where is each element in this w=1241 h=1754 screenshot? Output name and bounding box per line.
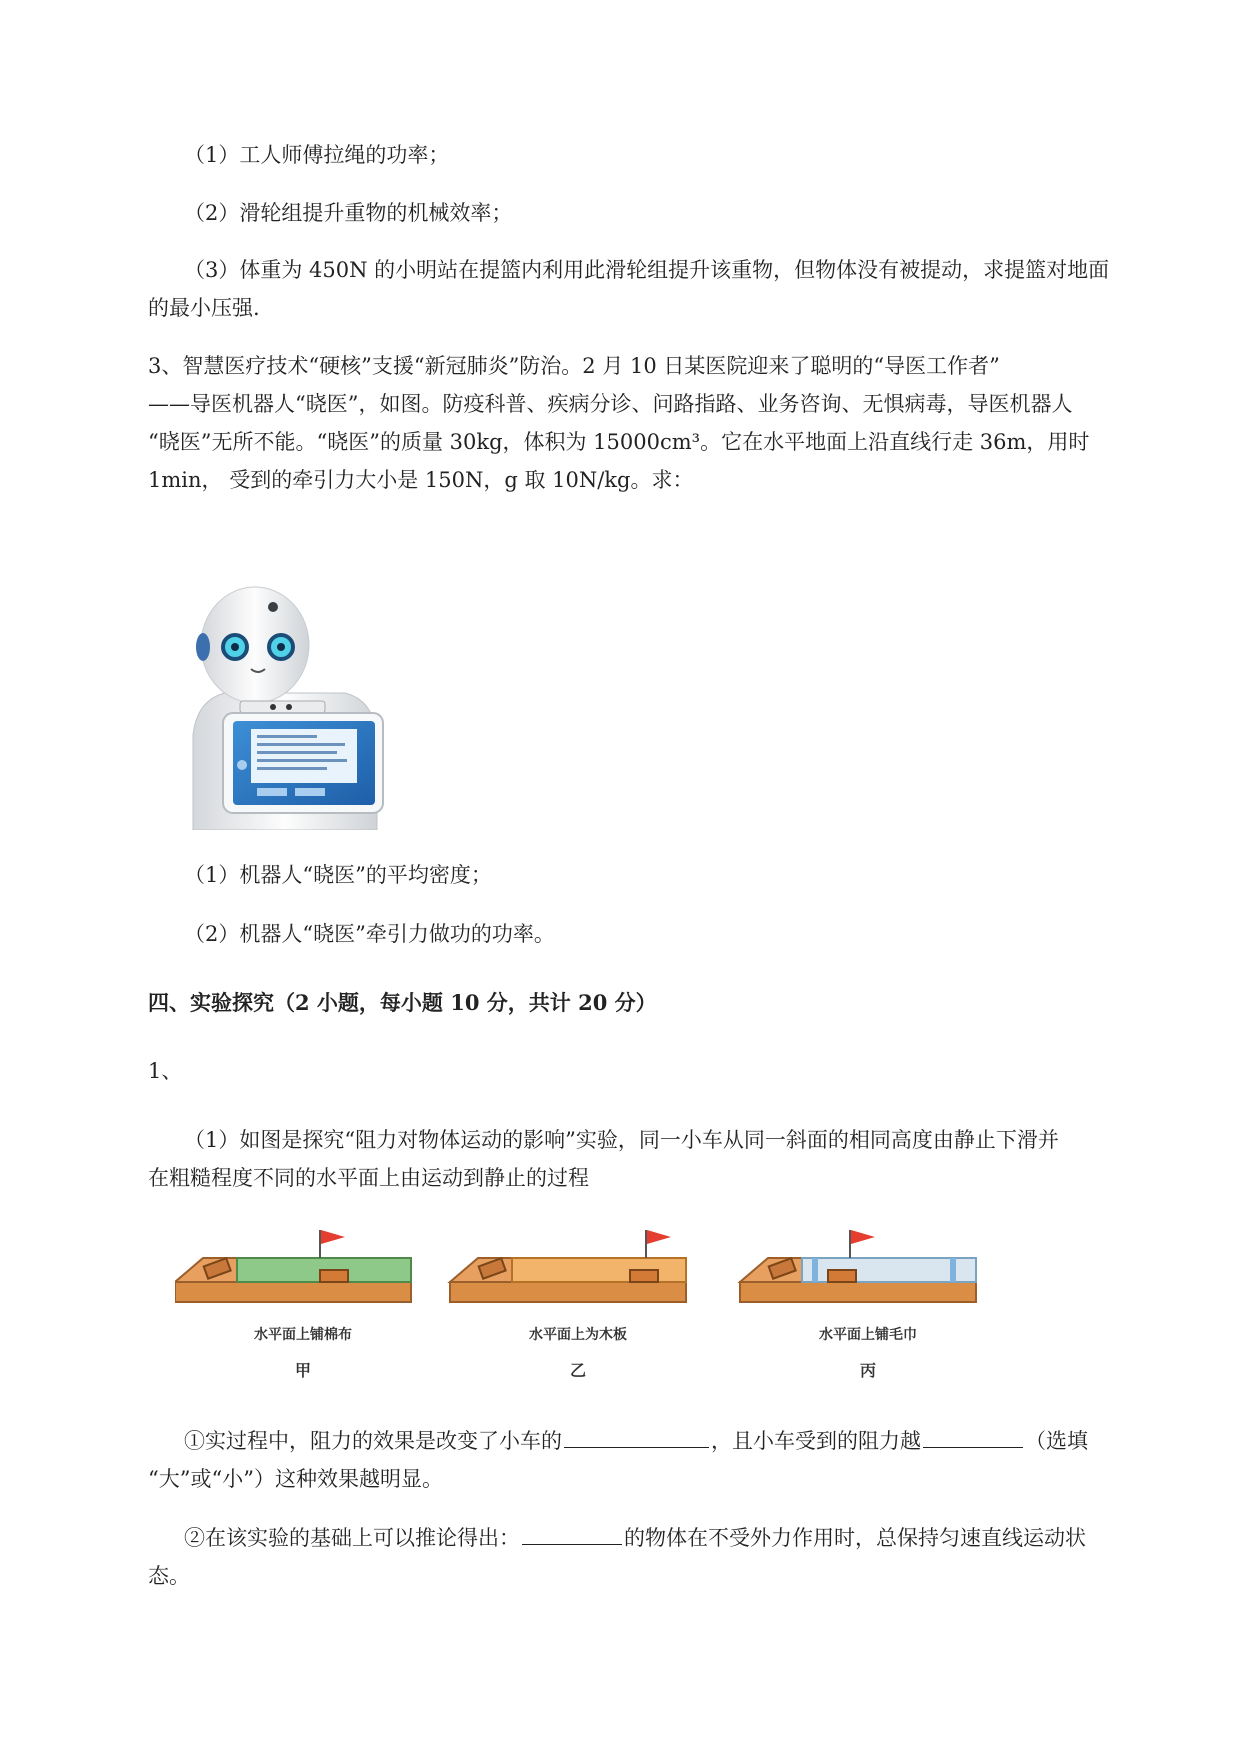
section4-q1-number: 1、 [148, 1059, 183, 1083]
fill-question-2-line2: 态。 [148, 1564, 190, 1588]
panel-caption-jia: 水平面上铺棉布 [254, 1327, 352, 1343]
fill-question-1-line1 [184, 1421, 1194, 1462]
ramp-panel-bing [740, 1230, 976, 1302]
fill1-text-c: （选填 [1025, 1429, 1088, 1453]
robot-figure [185, 585, 385, 830]
q2-sub3-line2: 的最小压强. [148, 296, 260, 320]
answer-blank-3[interactable] [522, 1520, 622, 1545]
experiment-figure [175, 1230, 995, 1320]
panel-caption-yi: 水平面上为木板 [529, 1327, 627, 1343]
q3-line1: 3、智慧医疗技术“硬核”支援“新冠肺炎”防治。2 月 10 日某医院迎来了聪明的“导医工作者” [148, 354, 1000, 378]
panel-label-jia: 甲 [294, 1361, 311, 1380]
answer-blank-2[interactable] [923, 1423, 1023, 1448]
q3-sub2: （2）机器人“晓医”牵引力做功的功率。 [184, 922, 555, 946]
fill2-text-b: 的物体在不受外力作用时，总保持匀速直线运动状 [624, 1526, 1086, 1550]
fill1-text-a: ①实过程中，阻力的效果是改变了小车的 [184, 1429, 562, 1453]
ramp-panel-jia [175, 1230, 411, 1302]
fill2-text-a: ②在该实验的基础上可以推论得出： [184, 1526, 520, 1550]
q3-sub1: （1）机器人“晓医”的平均密度； [184, 863, 492, 887]
fill1-text-b: ，且小车受到的阻力越 [711, 1429, 921, 1453]
ramp-panel-yi [450, 1230, 686, 1302]
q2-sub1: （1）工人师傅拉绳的功率； [184, 143, 450, 167]
panel-caption-bing: 水平面上铺毛巾 [819, 1327, 917, 1343]
panel-label-bing: 丙 [859, 1361, 876, 1380]
answer-blank-1[interactable] [564, 1423, 709, 1448]
q3-line3: “晓医”无所不能。“晓医”的质量 30kg，体积为 15000cm³。它在水平地面上沿直线行走 36m，用时 [148, 430, 1090, 454]
q3-line2: ——导医机器人“晓医”，如图。防疫科普、疾病分诊、问路指路、业务咨询、无惧病毒，导医机器人 [148, 392, 1073, 416]
q2-sub2: （2）滑轮组提升重物的机械效率； [184, 201, 513, 225]
section4-q1-sub1-line2: 在粗糙程度不同的水平面上由运动到静止的过程 [148, 1166, 589, 1190]
fill-question-2-line1 [184, 1518, 1194, 1559]
section4-heading: 四、实验探究（2 小题，每小题 10 分，共计 20 分） [148, 990, 657, 1015]
q2-sub3-line1: （3）体重为 450N 的小明站在提篮内利用此滑轮组提升该重物，但物体没有被提动，求提篮对地面 [184, 258, 1110, 282]
section4-q1-sub1-line1: （1）如图是探究“阻力对物体运动的影响”实验，同一小车从同一斜面的相同高度由静止下滑并 [184, 1128, 1059, 1152]
fill-question-1-line2: “大”或“小”）这种效果越明显。 [148, 1467, 443, 1491]
q3-line4: 1min， 受到的牵引力大小是 150N，g 取 10N/kg。求： [148, 468, 694, 492]
panel-label-yi: 乙 [569, 1361, 586, 1380]
